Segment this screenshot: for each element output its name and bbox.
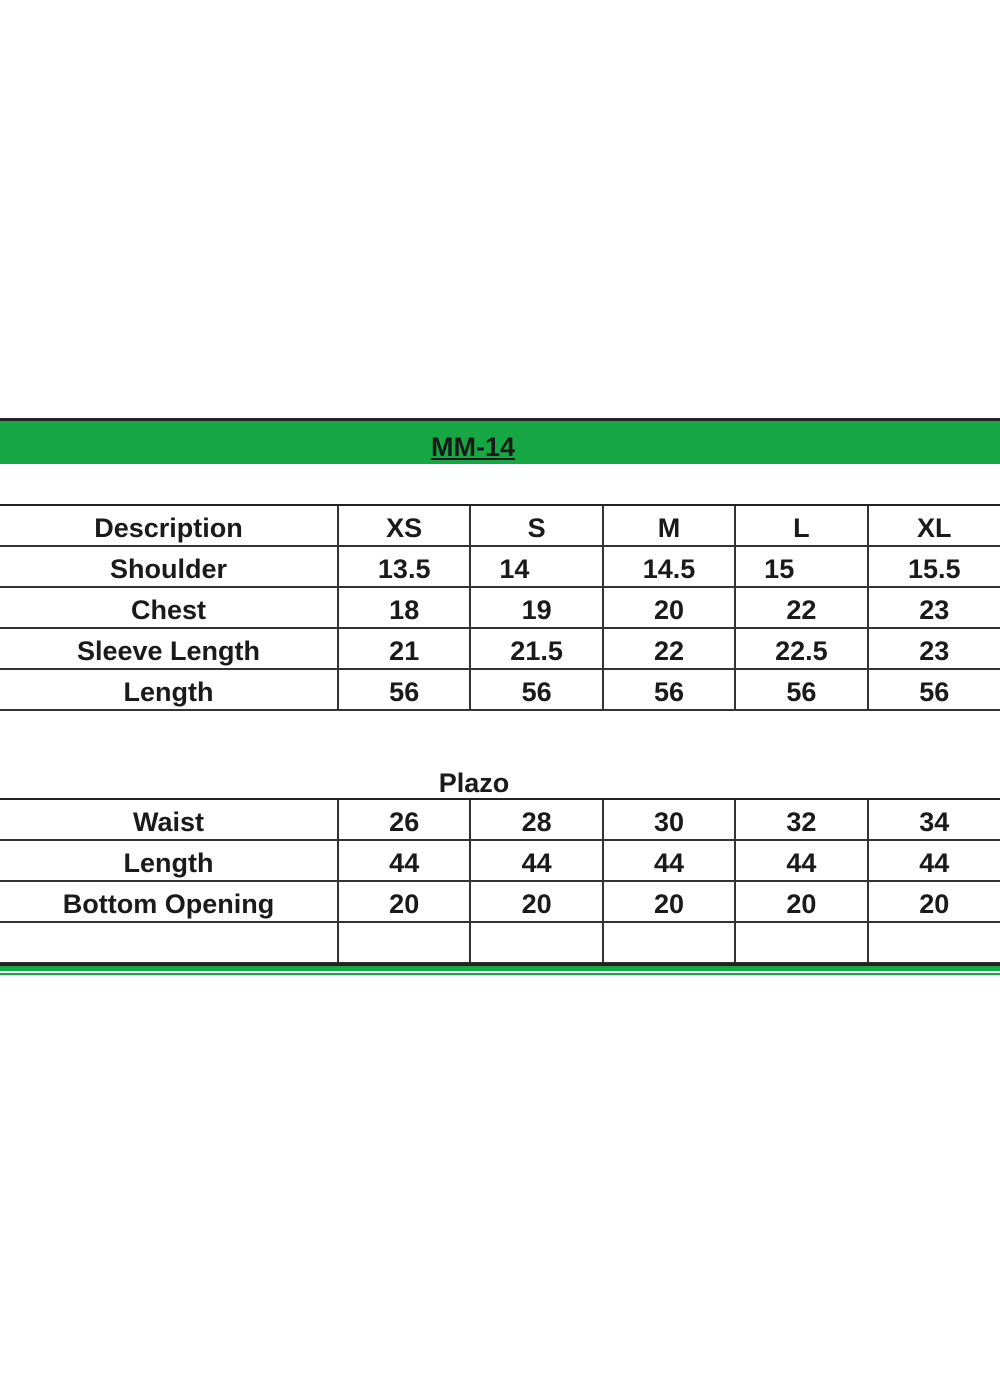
table-cell: 20	[868, 881, 1000, 922]
table-cell: 34	[868, 799, 1000, 840]
table-row-empty	[0, 922, 1000, 963]
table-row	[0, 799, 1000, 840]
plazo-table	[0, 798, 1000, 964]
page-title: MM-14	[430, 432, 515, 462]
table-cell: 20	[603, 881, 735, 922]
table-row	[0, 546, 1000, 587]
table-cell: 32	[735, 799, 867, 840]
table-cell: 18	[338, 587, 470, 628]
title-banner	[0, 418, 1000, 464]
table-cell	[735, 922, 867, 963]
table-cell: 14.5	[603, 546, 735, 587]
table-cell: 21.5	[470, 628, 602, 669]
table-cell: 23	[868, 628, 1000, 669]
table-cell: 15.5	[868, 546, 1000, 587]
table-cell: 19	[470, 587, 602, 628]
table-cell: 14	[470, 546, 602, 587]
header-cell: Description	[0, 505, 338, 546]
row-label: Length	[0, 840, 338, 881]
size-table	[0, 504, 1000, 711]
table-cell: 21	[338, 628, 470, 669]
table-cell: 15	[735, 546, 867, 587]
header-cell: S	[470, 505, 602, 546]
table-row	[0, 587, 1000, 628]
header-cell: M	[603, 505, 735, 546]
table-cell	[338, 922, 470, 963]
table-cell: 20	[735, 881, 867, 922]
table-row	[0, 628, 1000, 669]
table-row	[0, 669, 1000, 710]
row-label: Waist	[0, 799, 338, 840]
table-cell: 44	[470, 840, 602, 881]
table-cell: 22	[603, 628, 735, 669]
footer-band	[0, 963, 1000, 975]
table-cell: 26	[338, 799, 470, 840]
row-label	[0, 922, 338, 963]
table-cell: 56	[470, 669, 602, 710]
table-cell: 13.5	[338, 546, 470, 587]
table-cell: 56	[603, 669, 735, 710]
table-row	[0, 881, 1000, 922]
table-cell: 22.5	[735, 628, 867, 669]
table-cell: 22	[735, 587, 867, 628]
row-label: Shoulder	[0, 546, 338, 587]
table-cell: 44	[338, 840, 470, 881]
table-cell: 20	[338, 881, 470, 922]
table-header-row	[0, 505, 1000, 546]
table-cell: 56	[868, 669, 1000, 710]
table-cell: 28	[470, 799, 602, 840]
row-label: Bottom Opening	[0, 881, 338, 922]
header-cell: XL	[868, 505, 1000, 546]
row-label: Chest	[0, 587, 338, 628]
plazo-title: Plazo	[438, 768, 510, 798]
row-label: Length	[0, 669, 338, 710]
table-cell: 44	[868, 840, 1000, 881]
table-cell: 20	[603, 587, 735, 628]
table-cell: 56	[735, 669, 867, 710]
header-cell: XS	[338, 505, 470, 546]
table-cell	[603, 922, 735, 963]
table-row	[0, 840, 1000, 881]
table-cell	[470, 922, 602, 963]
table-cell: 44	[735, 840, 867, 881]
row-label: Sleeve Length	[0, 628, 338, 669]
header-cell: L	[735, 505, 867, 546]
table-cell: 56	[338, 669, 470, 710]
table-cell: 20	[470, 881, 602, 922]
table-cell: 30	[603, 799, 735, 840]
table-cell	[868, 922, 1000, 963]
table-cell: 44	[603, 840, 735, 881]
table-cell: 23	[868, 587, 1000, 628]
